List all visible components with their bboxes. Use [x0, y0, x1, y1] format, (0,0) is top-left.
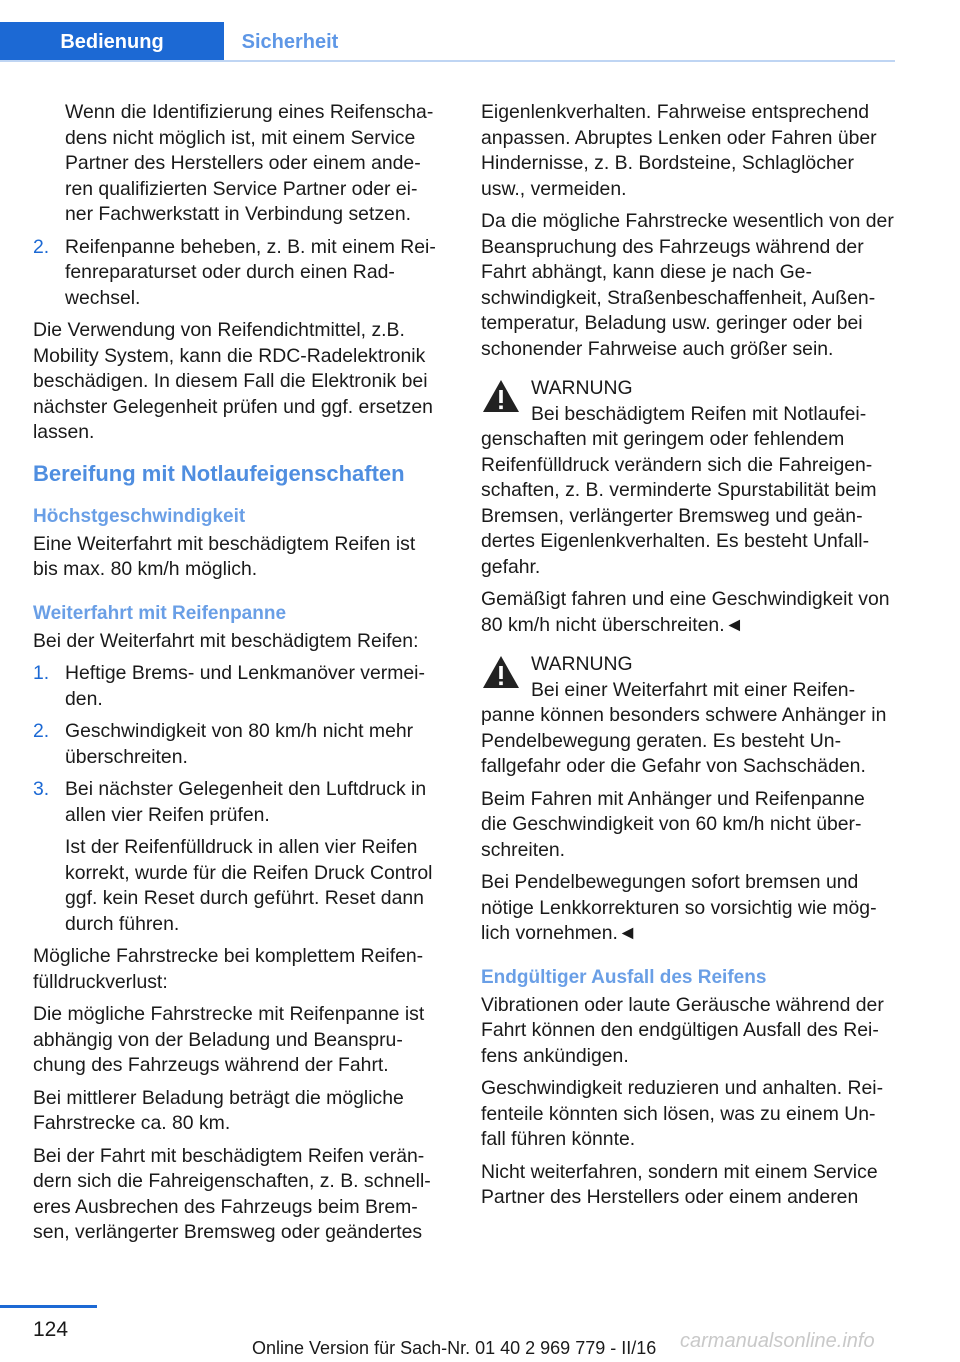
list-item — [33, 777, 445, 828]
warning-heading: WARNUNG — [531, 377, 633, 399]
warning-text-body: Bei beschädigtem Reifen mit Notlaufei‐ genschaften mit geringem oder fehlendem Reifenfülldruck verändern sich die Fahreigen‐ schaften, z. B. verminderte Spurstabilität beim Bremsen, verlängerter Bremsweg und geän‐ dertes Eigenlenkverhalten. Es besteht Unfall‐ gefahr. — [481, 402, 877, 578]
header-tabs — [0, 0, 895, 64]
list-number: 1. — [33, 662, 50, 684]
paragraph: Bei mittlerer Beladung beträgt die mögliche Fahrstrecke ca. 80 km. — [33, 1086, 404, 1134]
paragraph: Die mögliche Fahrstrecke mit Reifenpanne ist abhängig von der Beladung und Beanspru‐ chung des Fahrzeugs während der Fahrt. — [33, 1003, 425, 1076]
paragraph: Bei der Fahrt mit beschädigtem Reifen verän‐ dern sich die Fahreigenschaften, z. B. schnell‐ eres Ausbrechen des Fahrzeugs beim Brem‐ sen, verlängerter Bremsweg oder geändertes — [33, 1144, 431, 1243]
tab-bedienung[interactable]: Bedienung — [0, 22, 224, 62]
subheading: Weiterfahrt mit Reifenpanne — [33, 602, 287, 624]
watermark: carmanualsonline.info — [680, 1330, 875, 1352]
header-divider — [0, 60, 895, 62]
paragraph: Vibrationen oder laute Geräusche während der Fahrt können den endgültigen Ausfall des Rei‐ fens ankündigen. — [481, 993, 884, 1067]
list-item-text: Geschwindigkeit von 80 km/h nicht mehr überschreiten. — [65, 720, 414, 768]
paragraph: Die Verwendung von Reifendichtmittel, z.B. Mobility System, kann die RDC-Radelektronik beschädigen. In diesem Fall die Elektronik bei nächster Gelegenheit prüfen und ggf. ersetzen lassen. — [33, 319, 433, 443]
warning-triangle-icon — [481, 378, 521, 414]
paragraph: Ist der Reifenfülldruck in allen vier Reifen korrekt, wurde für die Reifen Druck Control ggf. kein Reset durch geführt. Reset dann durch führen. — [65, 836, 433, 935]
paragraph: Bei der Weiterfahrt mit beschädigtem Reifen: — [33, 629, 419, 652]
subheading: Endgültiger Ausfall des Reifens — [481, 966, 767, 988]
list-item-text: Bei nächster Gelegenheit den Luftdruck in allen vier Reifen prüfen. — [65, 778, 427, 826]
paragraph: Beim Fahren mit Anhänger und Reifenpanne die Geschwindigkeit von 60 km/h nicht über‐ schreiten. — [481, 787, 865, 861]
list-number: 2. — [33, 720, 50, 742]
list-item — [33, 235, 445, 312]
paragraph: Gemäßigt fahren und eine Geschwindigkeit von 80 km/h nicht überschreiten.◄ — [481, 588, 890, 636]
paragraph: Da die mögliche Fahrstrecke wesentlich von der Beanspruchung des Fahrzeugs während der Fahrt abhängt, kann diese je nach Ge‐ schwindigkeit, Straßenbeschaffenheit, Außen‐ temperatur, Beladung usw. geringer oder bei schonender Fahrweise auch größer sein. — [481, 210, 894, 360]
paragraph: Bei Pendelbewegungen sofort bremsen und nötige Lenkkorrekturen so vorsichtig wie mög‐ lich vornehmen.◄ — [481, 871, 877, 944]
tab-sicherheit[interactable]: Sicherheit — [241, 30, 339, 53]
list-item-text: Heftige Brems- und Lenkmanöver vermei‐ den. — [65, 662, 425, 710]
paragraph: Geschwindigkeit reduzieren und anhalten. Rei‐ fenteile könnten sich lösen, was zu einem Un‐ fall führen könnte. — [481, 1077, 884, 1150]
right-column — [481, 100, 895, 1218]
warning-text — [481, 678, 895, 780]
left-column — [33, 100, 445, 1253]
list-item — [33, 719, 445, 770]
warning-block — [481, 652, 895, 780]
list-number: 2. — [33, 235, 50, 258]
paragraph: Wenn die Identifizierung eines Reifenscha‐ dens nicht möglich ist, mit einem Service Partner des Herstellers oder einem ande‐ ren qualifizierten Service Partner oder ei‐ ner Fachwerkstatt in Verbindung setzen. — [65, 101, 434, 225]
list-item — [33, 661, 445, 712]
page-number: 124 — [33, 1318, 69, 1341]
warning-text — [481, 402, 895, 581]
online-version-text: Online Version für Sach-Nr. 01 40 2 969 779 - II/16 — [252, 1338, 657, 1358]
warning-text-body: Bei einer Weiterfahrt mit einer Reifen‐ panne können besonders schwere Anhänger in Pendelbewegung geraten. Es besteht Un‐ fallgefahr oder die Gefahr von Sachschäden. — [481, 678, 887, 777]
paragraph: Nicht weiterfahren, sondern mit einem Service Partner des Herstellers oder einem anderen — [481, 1160, 878, 1208]
footer-divider — [0, 1305, 97, 1308]
subheading: Höchstgeschwindigkeit — [33, 505, 246, 527]
section-heading: Bereifung mit Notlaufeigenschaften — [33, 460, 405, 486]
paragraph: Mögliche Fahrstrecke bei komplettem Reifen‐ fülldruckverlust: — [33, 945, 424, 993]
list-number: 3. — [33, 778, 50, 800]
paragraph: Eine Weiterfahrt mit beschädigtem Reifen ist bis max. 80 km/h möglich. — [33, 532, 416, 580]
paragraph: Eigenlenkverhalten. Fahrweise entsprechend anpassen. Abruptes Lenken oder Fahren über Hindernisse, z. B. Bordsteine, Schlaglöcher usw., vermeiden. — [481, 101, 877, 200]
warning-heading: WARNUNG — [531, 653, 633, 675]
warning-block — [481, 376, 895, 580]
list-item-text: Reifenpanne beheben, z. B. mit einem Rei‐ fenreparaturset oder durch einen Rad‐ wechsel. — [65, 235, 436, 309]
warning-triangle-icon — [481, 654, 521, 690]
